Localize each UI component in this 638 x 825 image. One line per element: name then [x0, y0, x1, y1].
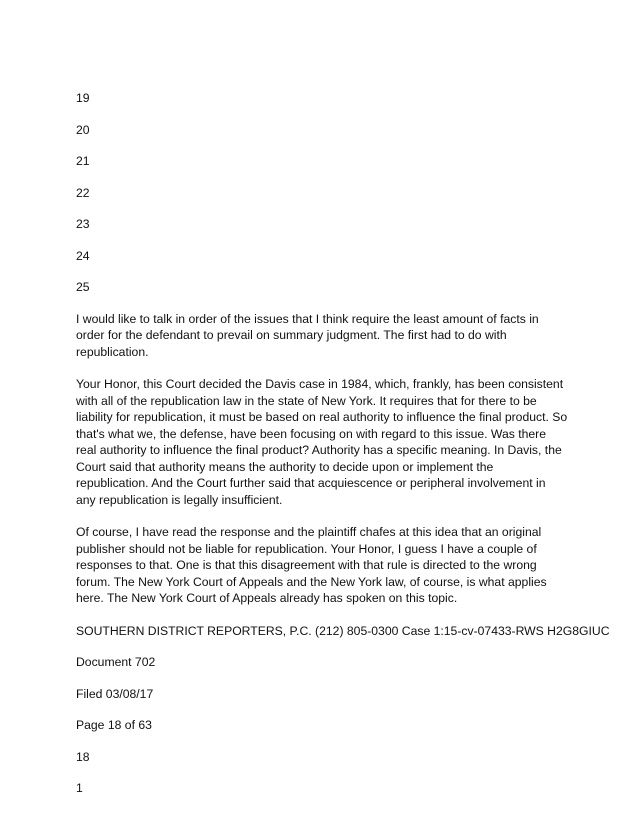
line-number: 23	[76, 217, 90, 231]
document-number: Document 702	[76, 655, 156, 669]
transcript-paragraph: Of course, I have read the response and the plaintiff chafes at this idea that an original publisher should not be liable for republication. Your Honor, I guess I have a couple of responses to that. One is that this disagreement with that rule is directed to the wrong forum. The New York Court of Appeals and the New York law, of course, is what applies here. The New York Court of Appeals already has spoken on this topic.	[76, 525, 547, 605]
page-number: 18	[76, 749, 90, 764]
line-start-number: 1	[76, 781, 83, 795]
line-number: 19	[76, 91, 90, 105]
line-number: 22	[76, 185, 90, 200]
line-number: 20	[76, 122, 90, 137]
line-number: 24	[76, 248, 90, 263]
reporter-case-line: SOUTHERN DISTRICT REPORTERS, P.C. (212) 805-0300 Case 1:15-cv-07433-RWS H2G8GIUC	[76, 623, 610, 638]
line-number: 25	[76, 280, 90, 294]
transcript-paragraph: Your Honor, this Court decided the Davis case in 1984, which, frankly, has been consistent with all of the republication law in the state of New York. It requires that for there to be liability for republication, it must be based on real authority to influence the final product. So that's what we, the defense, have been focusing on with regard to this issue. Was there real authority to influence the final product? Authority has a specific meaning. In Davis, the Court said that authority means the authority to decide upon or implement the republication. And the Court further said that acquiescence or peripheral involvement in any republication is legally insufficient.	[76, 377, 568, 507]
line-number: 21	[76, 154, 90, 168]
transcript-paragraph: I would like to talk in order of the issues that I think require the least amount of facts in order for the defendant to prevail on summary judgment. The first had to do with republication.	[76, 311, 539, 359]
transcript-column	[76, 90, 610, 812]
filed-date: Filed 03/08/17	[76, 686, 154, 701]
page-of-total: Page 18 of 63	[76, 718, 152, 732]
